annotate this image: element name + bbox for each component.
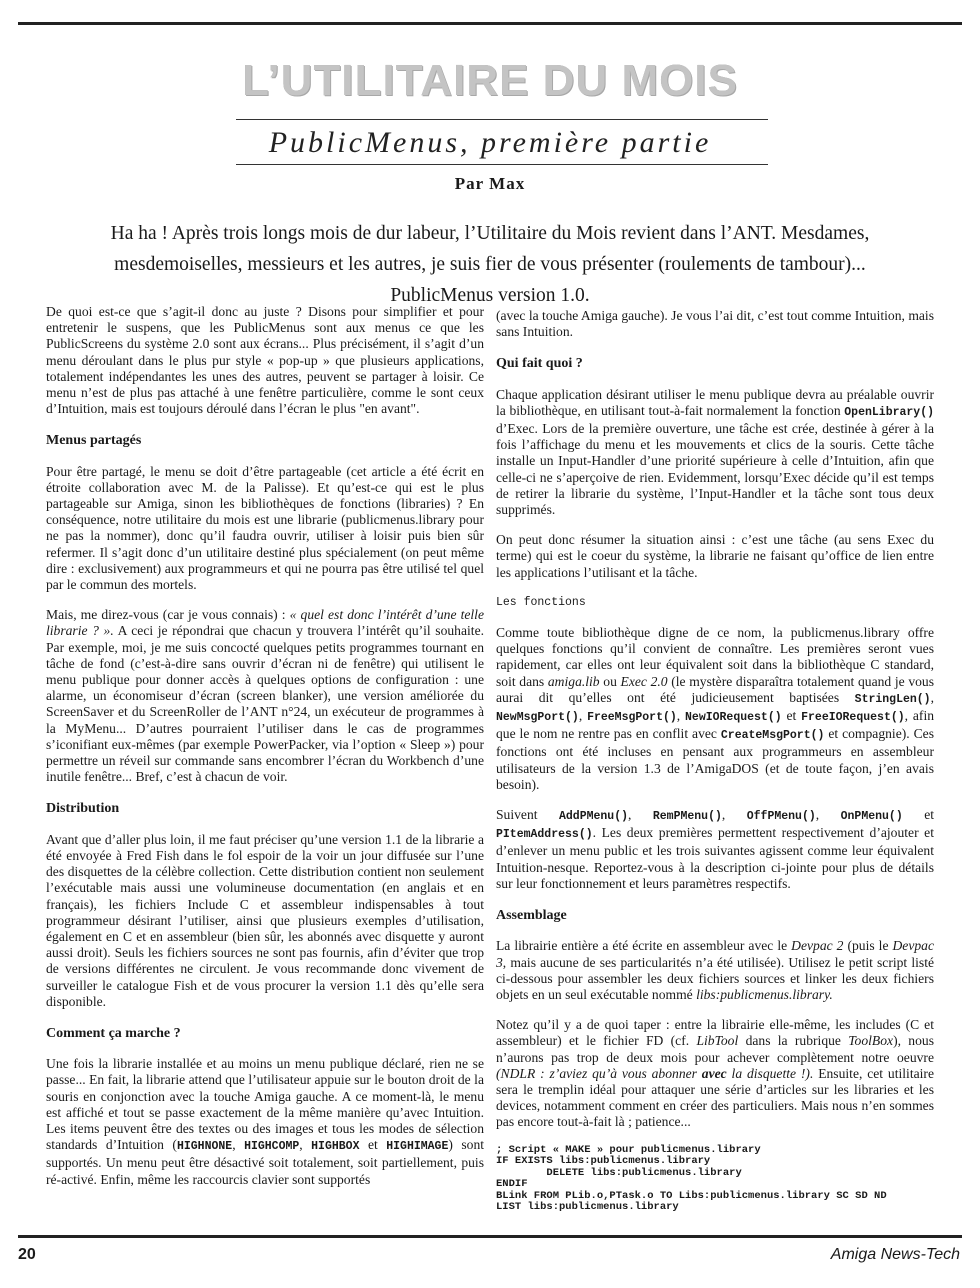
byline: Par Max xyxy=(454,174,526,193)
quote: « quel est donc l’intérêt d’une telle librarie ? ». xyxy=(46,607,484,639)
paragraph: De quoi est-ce que s’agit-il donc au juste ? Disons pour simplifier et pour entretenir le suspens, que les PublicMenus sont aux menus ce que les PublicScreens du système 2.0 sont aux écrans... Plus précisément, il s’agit d’un menu déroulant dans le plus pur style « pop-up » que plusieurs applications, totalement indépendantes les unes des autres, peuvent se partager à loisir. Ce menu n’est de plus pas attaché à une fenêtre particulière, comme le sont ceux d’Intuition, mais est toujours déroulé dans l’écran le plus "en avant". xyxy=(46,304,484,417)
code-listing: ; Script « MAKE » pour publicmenus.library IF EXISTS libs:publicmenus.library DELETE libs:publicmenus.library ENDIF BLink FROM PLib.o,PTask.o TO Libs:publicmenus.library SC SD ND LIST libs:publicmenus.library xyxy=(496,1143,887,1214)
right-column xyxy=(496,308,934,1214)
code-term: HIGHIMAGE xyxy=(386,1140,449,1154)
paragraph: Suivent AddPMenu(), RemPMenu(), OffPMenu(), OnPMenu() et PItemAddress(). Les deux premières permettent respectivement d’ajouter et d’enlever un menu public et les trois suivantes agissent comme leur équivalent Intuition-nesque. Reportez-vous à la description ci-jointe pour plus de détails sur leur fonctionnement et leurs paramètres respectifs. xyxy=(496,807,935,891)
code-term: OpenLibrary() xyxy=(844,405,934,419)
top-rule xyxy=(18,22,962,25)
code-term: HIGHNONE xyxy=(176,1140,233,1154)
paragraph: La librairie entière a été écrite en assembleur avec le Devpac 2 (puis le Devpac 3, mais aucune de ses particularités n’a été utilisée). Utilisez le petit script listé ci-dessous pour assembler les deux fichiers sources et linker les deux fichiers objets en un seul exécutable nommé libs:publicmenus.library. xyxy=(496,938,934,1002)
paragraph: Chaque application désirant utiliser le menu publique devra au préalable ouvrir la bibliothèque, en utilisant tout-à-fait normalement la fonction OpenLibrary() d’Exec. Lors de la première ouverture, une tâche est crée, destinée à gérer à la fois l’affichage du menu et les mouvements et clics de la souris. Cette tâche installe un Input-Handler d’une priorité supérieure à celle d’Intuition, afin que celle-ci ne s’aperçoive de rien. Evidemment, lorsqu’Exec décide qu’il est temps de retirer la librarie du système, l’Input-Handler et la tâche sont tous deux supprimés. xyxy=(496,386,934,518)
section-banner: L’UTILITAIRE DU MOIS xyxy=(242,56,738,105)
paragraph: Avant que d’aller plus loin, il me faut préciser qu’une version 1.1 de la librarie a été envoyée à Fred Fish dans le fol espoir de la voir un jour diffusée sur l’une des disquettes de la célèbre collection. Cette distribution contient non seulement l’exécutable mais aussi une volumineuse documentation (en anglais et en français), les fichiers Include C et assembleur indispensables à tout programmeur désirant l’utiliser, ainsi que plusieurs exemples d’utilisation, également en C et en assembleur (bien sûr, les abonnés avec disquette y auront aussi droit). Seuls les fichiers sources ne sont pas fournis, afin d’éviter que trop de versions différentes ne circulent. Je vous recommande donc vivement de surveiller le catalogue Fish et de vous procurer la version 1.1 dès qu’elle sera disponible. xyxy=(46,831,484,1009)
subtitle-rule-bottom xyxy=(236,164,768,165)
section-heading: Menus partagés xyxy=(46,433,142,449)
lead-paragraph: Ha ha ! Après trois longs mois de dur labeur, l’Utilitaire du Mois revient dans l’ANT. Mesdames, mesdemoiselles, messieurs et les autres, je suis fier de vous présenter (roulements de tambour)... PublicMenus version 1.0. xyxy=(110,223,870,306)
section-heading: Comment ça marche ? xyxy=(46,1025,181,1041)
code-term: HIGHCOMP xyxy=(244,1140,300,1154)
code-term: FreeMsgPort() xyxy=(587,711,677,725)
section-heading: Distribution xyxy=(46,801,120,817)
section-heading: Assemblage xyxy=(496,908,567,924)
code-term: StringLen() xyxy=(854,692,931,706)
magazine-name: Amiga News-Tech xyxy=(830,1246,960,1263)
code-term: NewIORequest() xyxy=(685,711,782,725)
paragraph: Mais, me direz-vous (car je vous connais) : « quel est donc l’intérêt d’une telle librarie ? ». A ceci je répondrai que chacun y trouvera l’intérêt qu’il souhaite. Par exemple, moi, je me suis concocté quelques petits programmes tournant en tâche de fond (c’est-à-dire sans ouvrir d’écran ni de fenêtre) qui utilisent le menu publique pour donner accès à quelques options de configuration : une alarme, un économiseur d’écran (screen blanker), une version améliorée du ScreenSaver et du ScreenRoller de l’ANT n°24, un exécuteur de programmes à la MyMenu... D’autres pourraient l’utiliser dans le cas de programmes s’iconifiant eux-mêmes (par exemple PowerPacker, via l’option « Sleep ») pour permettre un réveil sur commande sans encombrer l’écran du Workbench d’une inutile fenêtre... Bref, c’est à chacun de voir. xyxy=(46,607,485,785)
code-term: NewMsgPort() xyxy=(496,711,579,725)
code-term: RemPMenu() xyxy=(652,810,722,824)
section-heading: Qui fait quoi ? xyxy=(496,356,583,372)
paragraph: Une fois la librarie installée et au moins un menu publique déclaré, rien ne se passe... En fait, la librarie attend que l’utilisateur appuie sur le bouton droit de la souris en conjonction avec la touche Amiga gauche. A ce moment-là, le menu est affiché et tout se passe exactement de la même manière qu’avec Intuition. Les items peuvent être des textes ou des images et tous les modes de sélection standards d’Intuition (HIGHNONE, HIGHCOMP, HIGHBOX et HIGHIMAGE) sont supportés. Un menu peut être désactivé soit totalement, soit partiellement, puis ré-activé. Enfin, même les raccourcis clavier sont supportés xyxy=(46,1056,485,1187)
page-number: 20 xyxy=(18,1246,36,1263)
paragraph: (avec la touche Amiga gauche). Je vous l’ai dit, c’est tout comme Intuition, mais sans Intuition. xyxy=(496,308,934,340)
code-term: AddPMenu() xyxy=(559,810,629,824)
section-heading: Les fonctions xyxy=(496,595,586,609)
paragraph: Pour être partagé, le menu se doit d’être partageable (cet article a été écrit en étroite collaboration avec M. de la Palisse). Et qu’est-ce qui est le plus partageable sur Amiga, sinon les bibliothèques de fonctions (libraries) ? En conséquence, notre utilitaire du mois est une librarie (publicmenus.library pour ne pas la nommer), donc qu’il faudra ouvrir, utiliser à loisir puis bien sûr refermer. Il s’agit donc d’un utilitaire destiné plus spécialement (on peut même dire : exclusivement) aux programmeurs et qui ne pourra pas être utilisé tel quel par le commun des mortels. xyxy=(46,463,484,593)
code-term: OffPMenu() xyxy=(746,810,816,824)
article-subtitle: PublicMenus, première partie xyxy=(268,126,712,159)
paragraph: Comme toute bibliothèque digne de ce nom, la publicmenus.library offre quelques fonctions qu’il convient de connaître. Les premières seront vues rapidement, car elles ont leur équivalent soit dans la bibliothèque C standard, soit dans amiga.lib ou Exec 2.0 (le mystère disparaîtra totalement quand je vous aurai dit qu’elles ont été judicieusement baptisées StringLen(), NewMsgPort(), FreeMsgPort(), NewIORequest() et FreeIORequest(), afin que le nom ne rentre pas en conflit avec CreateMsgPort() et compagnie). Ces fonctions ont été incluses en pensant aux programmeurs en assembleur utilisateurs de la version 1.3 de l’AmigaDOS (et de toute façon, j’en avais besoin). xyxy=(496,625,935,792)
subtitle-rule-top xyxy=(236,119,768,120)
code-term: FreeIORequest() xyxy=(801,711,905,725)
paragraph: On peut donc résumer la situation ainsi : c’est une tâche (au sens Exec du terme) qui est le coeur du système, la librarie ne faisant qu’office de lien entre les applications l’utilisant et la tâche. xyxy=(496,532,934,580)
code-term: OnPMenu() xyxy=(840,810,903,824)
paragraph: Notez qu’il y a de quoi taper : entre la librairie elle-même, les includes (C et assembleur) et le fichier FD (cf. LibTool dans la rubrique ToolBox), nous n’aurons pas trop de deux mois pour achever complètement notre oeuvre (NDLR : z’aviez qu’à vous abonner avec la disquette !). Ensuite, cet utilitaire sera le tremplin idéal pour attaquer une série d’articles sur les libraries et les devices, notamment comment en créer des particuliers. Mais nous n’en sommes pas encore tout-à-fait là ; patience... xyxy=(496,1017,934,1130)
bottom-rule xyxy=(18,1235,962,1238)
editor-note: (NDLR : z’aviez qu’à vous abonner avec la disquette !). xyxy=(496,1065,814,1081)
left-column xyxy=(46,304,484,1202)
code-term: CreateMsgPort() xyxy=(720,729,825,743)
code-term: HIGHBOX xyxy=(311,1140,360,1154)
code-term: PItemAddress() xyxy=(496,828,593,842)
